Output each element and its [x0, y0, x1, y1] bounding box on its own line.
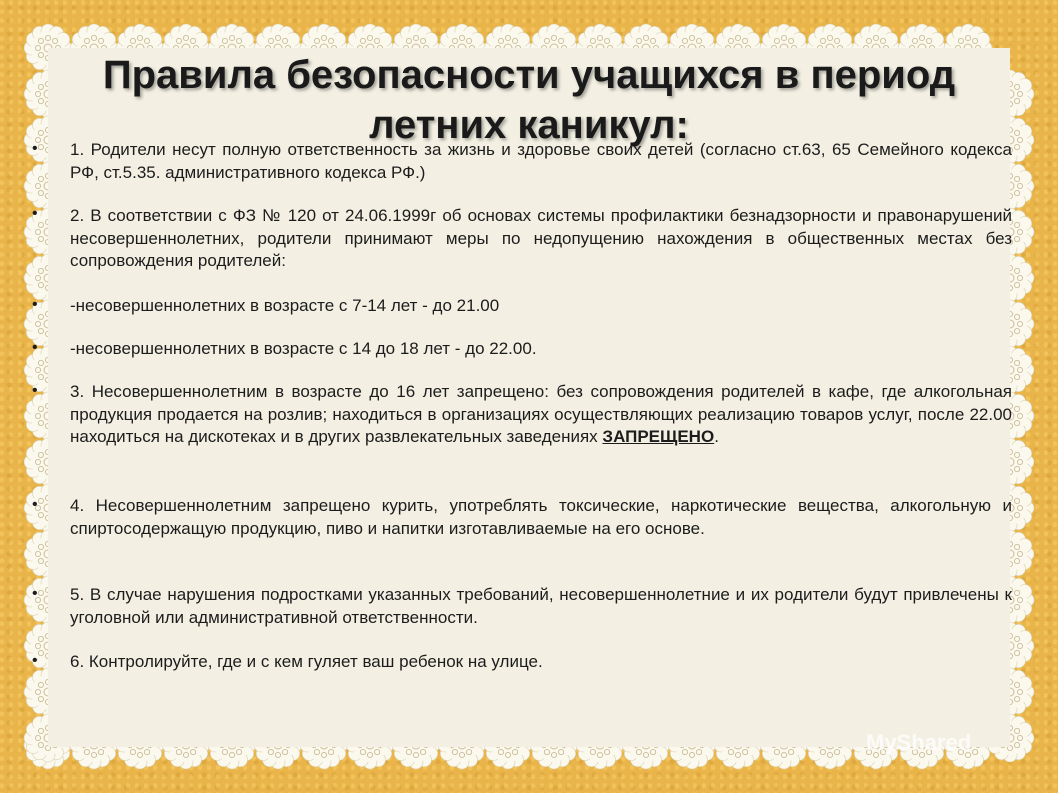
- bullet: •: [32, 585, 38, 602]
- list-item-5-end: .: [714, 427, 719, 446]
- list-item-5: [70, 381, 1012, 449]
- forbidden-emphasis: ЗАПРЕЩЕНО: [602, 427, 715, 446]
- bullet: •: [32, 496, 38, 513]
- title-line-1: Правила безопасности учащихся в период: [102, 53, 956, 97]
- list-item-1: 1. Родители несут полную ответственность за жизнь и здоровье своих детей (согласно ст.63, 65 Семейного кодекса РФ, ст.5.35. административного кодекса РФ.): [70, 140, 1012, 182]
- list-item-2: 2. В соответствии с ФЗ № 120 от 24.06.1999г об основах системы профилактики безнадзорности и правонарушений несовершеннолетних, родители принимают меры по недопущению нахождения в общественных местах без сопровождения родителей:: [70, 206, 1012, 270]
- bullet: •: [32, 205, 38, 222]
- title-line-2: летних каникул:: [369, 103, 689, 147]
- watermark-logo: MyShared: [866, 730, 972, 755]
- bullet: •: [32, 296, 38, 313]
- list-item-5-text: 3. Несовершеннолетним в возрасте до 16 лет запрещено: без сопровождения родителей в кафе, где алкогольная продукция продается на розлив; находиться в организациях осуществляющих реализацию товаров услуг, после 22.00 находиться на дискотеках и в других развлекательных заведениях: [70, 382, 1012, 446]
- list-item-4: -несовершеннолетних в возрасте с 14 до 18 лет - до 22.00.: [70, 339, 537, 358]
- list-item-7: 5. В случае нарушения подростками указанных требований, несовершеннолетние и их родители будут привлечены к уголовной или административной ответственности.: [70, 585, 1012, 627]
- bullet: •: [32, 652, 38, 669]
- list-item-3: -несовершеннолетних в возрасте с 7-14 лет - до 21.00: [70, 296, 500, 315]
- list-item-6: 4. Несовершеннолетним запрещено курить, употреблять токсические, наркотические вещества, алкогольную и спиртосодержащую продукцию, пиво и напитки изготавливаемые на его основе.: [70, 496, 1012, 538]
- bullet: •: [32, 382, 38, 399]
- bullet: •: [32, 140, 38, 157]
- list-item-8: 6. Контролируйте, где и с кем гуляет ваш ребенок на улице.: [70, 652, 543, 671]
- bullet: •: [32, 339, 38, 356]
